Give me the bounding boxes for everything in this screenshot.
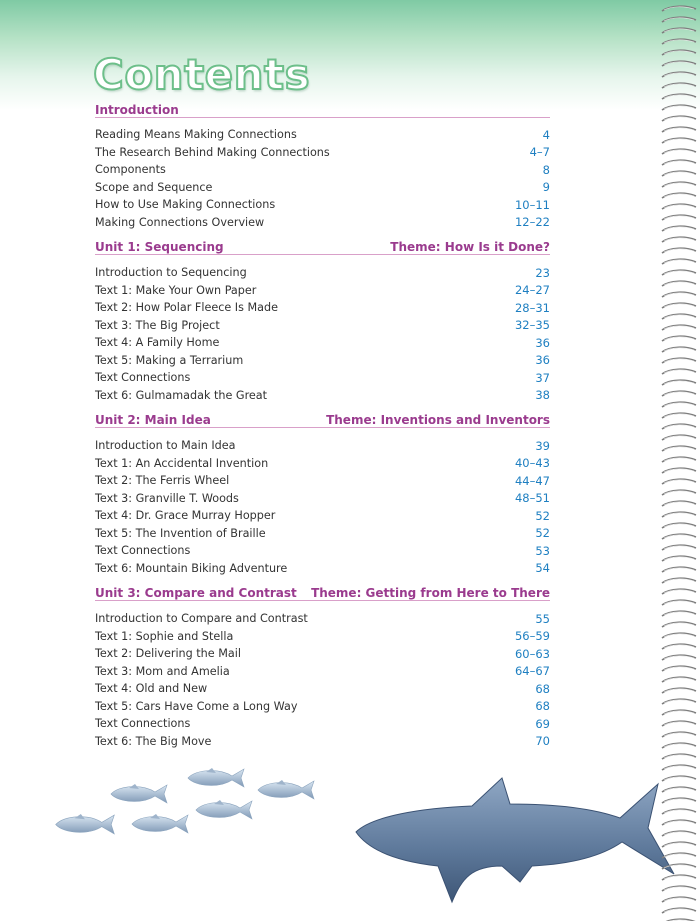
entry-label: Text 3: Mom and Amelia bbox=[95, 664, 230, 678]
entry-label: The Research Behind Making Connections bbox=[95, 145, 330, 159]
table-of-contents bbox=[95, 100, 550, 756]
toc-entry[interactable] bbox=[95, 179, 550, 197]
fish-icon bbox=[111, 784, 167, 803]
section-title: Introduction bbox=[95, 103, 179, 117]
entry-label: Text 5: Making a Terrarium bbox=[95, 353, 244, 367]
entry-page: 37 bbox=[535, 370, 550, 385]
entry-page: 53 bbox=[535, 543, 550, 558]
entry-page: 52 bbox=[535, 508, 550, 523]
toc-entry[interactable] bbox=[95, 680, 550, 698]
entry-page: 69 bbox=[535, 716, 550, 731]
section-unit-2 bbox=[95, 410, 550, 577]
section-heading bbox=[95, 237, 550, 255]
toc-entry[interactable] bbox=[95, 299, 550, 317]
entry-page: 24–27 bbox=[514, 283, 550, 298]
section-introduction bbox=[95, 100, 550, 231]
toc-entry[interactable] bbox=[95, 733, 550, 751]
section-unit-3 bbox=[95, 583, 550, 750]
section-heading bbox=[95, 583, 550, 601]
entry-label: Text Connections bbox=[95, 717, 191, 731]
entry-page: 28–31 bbox=[514, 300, 550, 315]
section-title: Unit 2: Main Idea bbox=[95, 413, 211, 427]
entry-label: Introduction to Compare and Contrast bbox=[95, 612, 308, 626]
entry-page: 44–47 bbox=[514, 473, 550, 488]
entry-page: 23 bbox=[535, 265, 550, 280]
fish-school-illustration bbox=[48, 765, 338, 845]
fish-icon bbox=[196, 800, 252, 819]
entry-page: 56–59 bbox=[514, 629, 550, 644]
entry-page: 39 bbox=[535, 438, 550, 453]
entry-label: Text 2: How Polar Fleece Is Made bbox=[95, 301, 278, 315]
section-heading bbox=[95, 100, 550, 118]
entry-label: Text 3: The Big Project bbox=[95, 318, 220, 332]
entry-page: 68 bbox=[535, 699, 550, 714]
entry-label: Text 2: Delivering the Mail bbox=[95, 647, 241, 661]
entry-page: 32–35 bbox=[514, 318, 550, 333]
toc-entry[interactable] bbox=[95, 126, 550, 144]
toc-entry[interactable] bbox=[95, 507, 550, 525]
entry-label: Text 5: Cars Have Come a Long Way bbox=[95, 699, 298, 713]
entry-label: Text Connections bbox=[95, 371, 191, 385]
fish-icon bbox=[132, 814, 188, 833]
toc-entry[interactable] bbox=[95, 715, 550, 733]
entry-page: 4 bbox=[542, 127, 550, 142]
entry-label: How to Use Making Connections bbox=[95, 198, 276, 212]
entry-page: 48–51 bbox=[514, 491, 550, 506]
page-title: Contents bbox=[93, 50, 311, 99]
entry-page: 9 bbox=[542, 180, 550, 195]
toc-entry[interactable] bbox=[95, 387, 550, 405]
toc-entry[interactable] bbox=[95, 352, 550, 370]
toc-entry[interactable] bbox=[95, 455, 550, 473]
entry-label: Text 1: Sophie and Stella bbox=[95, 629, 234, 643]
fish-icon bbox=[258, 780, 314, 799]
spiral-coils bbox=[662, 6, 696, 921]
toc-entry[interactable] bbox=[95, 161, 550, 179]
entry-label: Making Connections Overview bbox=[95, 215, 265, 229]
entry-label: Text 3: Granville T. Woods bbox=[95, 491, 239, 505]
section-unit-1 bbox=[95, 237, 550, 404]
toc-entry[interactable] bbox=[95, 663, 550, 681]
entry-label: Text 5: The Invention of Braille bbox=[95, 526, 266, 540]
entry-page: 52 bbox=[535, 526, 550, 541]
entry-label: Introduction to Sequencing bbox=[95, 266, 247, 280]
entry-page: 38 bbox=[535, 388, 550, 403]
entry-label: Text 6: Gulmamadak the Great bbox=[95, 388, 268, 402]
entry-label: Text Connections bbox=[95, 544, 191, 558]
entry-label: Text 1: Make Your Own Paper bbox=[95, 283, 257, 297]
entry-page: 68 bbox=[535, 681, 550, 696]
entry-page: 60–63 bbox=[514, 646, 550, 661]
entry-page: 40–43 bbox=[514, 456, 550, 471]
toc-entry[interactable] bbox=[95, 317, 550, 335]
section-theme: Theme: Getting from Here to There bbox=[311, 586, 550, 600]
entry-label: Text 6: Mountain Biking Adventure bbox=[95, 561, 288, 575]
toc-entry[interactable] bbox=[95, 645, 550, 663]
entry-label: Text 4: A Family Home bbox=[95, 336, 220, 350]
section-title: Unit 3: Compare and Contrast bbox=[95, 586, 297, 600]
entry-label: Text 2: The Ferris Wheel bbox=[95, 474, 230, 488]
shark-icon bbox=[356, 778, 674, 902]
toc-entry[interactable] bbox=[95, 628, 550, 646]
entry-page: 36 bbox=[535, 353, 550, 368]
entry-page: 10–11 bbox=[514, 197, 550, 212]
toc-entry[interactable] bbox=[95, 282, 550, 300]
entry-page: 54 bbox=[535, 561, 550, 576]
toc-entry[interactable] bbox=[95, 490, 550, 508]
toc-entry[interactable] bbox=[95, 264, 550, 282]
entry-label: Introduction to Main Idea bbox=[95, 439, 236, 453]
entry-page: 64–67 bbox=[514, 664, 550, 679]
entry-label: Components bbox=[95, 163, 166, 177]
entry-page: 8 bbox=[542, 162, 550, 177]
entry-label: Text 1: An Accidental Invention bbox=[95, 456, 269, 470]
entry-label: Text 4: Old and New bbox=[95, 682, 208, 696]
section-title: Unit 1: Sequencing bbox=[95, 240, 224, 254]
entry-page: 12–22 bbox=[514, 215, 550, 230]
section-theme: Theme: How Is it Done? bbox=[390, 240, 550, 254]
toc-entry[interactable] bbox=[95, 610, 550, 628]
entry-label: Text 6: The Big Move bbox=[95, 734, 212, 748]
entry-page: 36 bbox=[535, 335, 550, 350]
toc-entry[interactable] bbox=[95, 196, 550, 214]
toc-entry[interactable] bbox=[95, 542, 550, 560]
shark-illustration bbox=[352, 770, 682, 910]
fish-icon bbox=[56, 814, 115, 834]
entry-page: 4–7 bbox=[529, 145, 550, 160]
toc-entry[interactable] bbox=[95, 144, 550, 162]
toc-entry[interactable] bbox=[95, 369, 550, 387]
entry-label: Scope and Sequence bbox=[95, 180, 213, 194]
entry-page: 70 bbox=[535, 734, 550, 749]
entry-label: Text 4: Dr. Grace Murray Hopper bbox=[95, 509, 276, 523]
toc-entry[interactable] bbox=[95, 698, 550, 716]
entry-page: 55 bbox=[535, 611, 550, 626]
section-theme: Theme: Inventions and Inventors bbox=[326, 413, 550, 427]
toc-entry[interactable] bbox=[95, 334, 550, 352]
toc-entry[interactable] bbox=[95, 560, 550, 578]
toc-entry[interactable] bbox=[95, 525, 550, 543]
entry-label: Reading Means Making Connections bbox=[95, 128, 297, 142]
toc-entry[interactable] bbox=[95, 472, 550, 490]
spiral-binding bbox=[656, 0, 700, 921]
toc-entry[interactable] bbox=[95, 437, 550, 455]
section-heading bbox=[95, 410, 550, 428]
toc-entry[interactable] bbox=[95, 214, 550, 232]
fish-icon bbox=[188, 768, 244, 787]
